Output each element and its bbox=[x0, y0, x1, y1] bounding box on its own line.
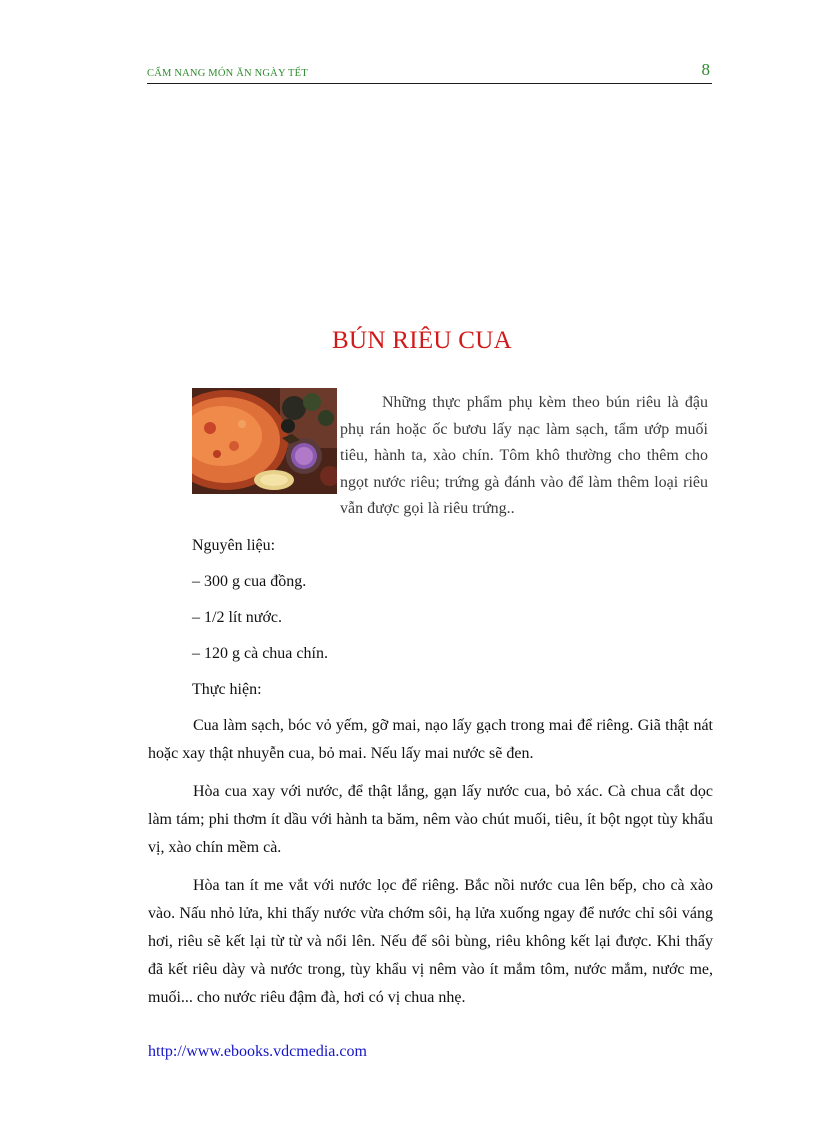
ingredient-item: – 300 g cua đồng. bbox=[192, 573, 307, 590]
method-paragraph: Hòa cua xay với nước, để thật lắng, gạn lấy nước cua, bỏ xác. Cà chua cắt dọc làm tám; phi thơm ít dầu với hành ta băm, nêm vào chút muối, tiêu, ít bột ngọt tùy khẩu vị, xào chín mềm cà. bbox=[148, 783, 713, 856]
ingredient-item: – 1/2 lít nước. bbox=[192, 609, 283, 626]
ingredients-heading: Nguyên liệu: bbox=[192, 537, 276, 554]
ingredient-item: – 120 g cà chua chín. bbox=[192, 645, 328, 662]
method-heading: Thực hiện: bbox=[192, 681, 262, 698]
footer-url-link[interactable]: http://www.ebooks.vdcmedia.com bbox=[148, 1043, 367, 1060]
page-number: 8 bbox=[701, 60, 710, 79]
header-title: CẨM NANG MÓN ĂN NGÀY TẾT bbox=[147, 68, 308, 79]
intro-text: Những thực phẩm phụ kèm theo bún riêu là đậu phụ rán hoặc ốc bươu lấy nạc làm sạch, tẩm ướp muối tiêu, hành ta, xào chín. Tôm khô thường cho thêm cho ngọt nước riêu; trứng gà đánh vào để làm thêm loại riêu vẫn được gọi là riêu trứng.. bbox=[340, 394, 708, 518]
method-paragraph: Hòa tan ít me vắt với nước lọc để riêng. Bắc nồi nước cua lên bếp, cho cà xào vào. Nấu nhỏ lửa, khi thấy nước vừa chớm sôi, hạ lửa xuống ngay để nước chỉ sôi váng hơi, riêu sẽ kết lại từ từ và nổi lên. Nếu để sôi bùng, riêu không kết lại được. Khi thấy đã kết riêu dày và nước trong, tùy khẩu vị nêm vào ít mắm tôm, nước mắm, nước me, muối... cho nước riêu đậm đà, hơi có vị chua nhẹ. bbox=[148, 877, 713, 1006]
method-paragraph: Cua làm sạch, bóc vỏ yếm, gỡ mai, nạo lấy gạch trong mai để riêng. Giã thật nát hoặc xay thật nhuyễn cua, bỏ mai. Nếu lấy mai nước sẽ đen. bbox=[148, 717, 713, 762]
recipe-body bbox=[148, 532, 713, 1012]
running-header bbox=[147, 61, 712, 84]
recipe-title: BÚN RIÊU CUA bbox=[332, 327, 512, 354]
dish-photo bbox=[192, 388, 337, 494]
dish-photo-illustration bbox=[192, 388, 337, 494]
intro-paragraph bbox=[340, 390, 708, 523]
